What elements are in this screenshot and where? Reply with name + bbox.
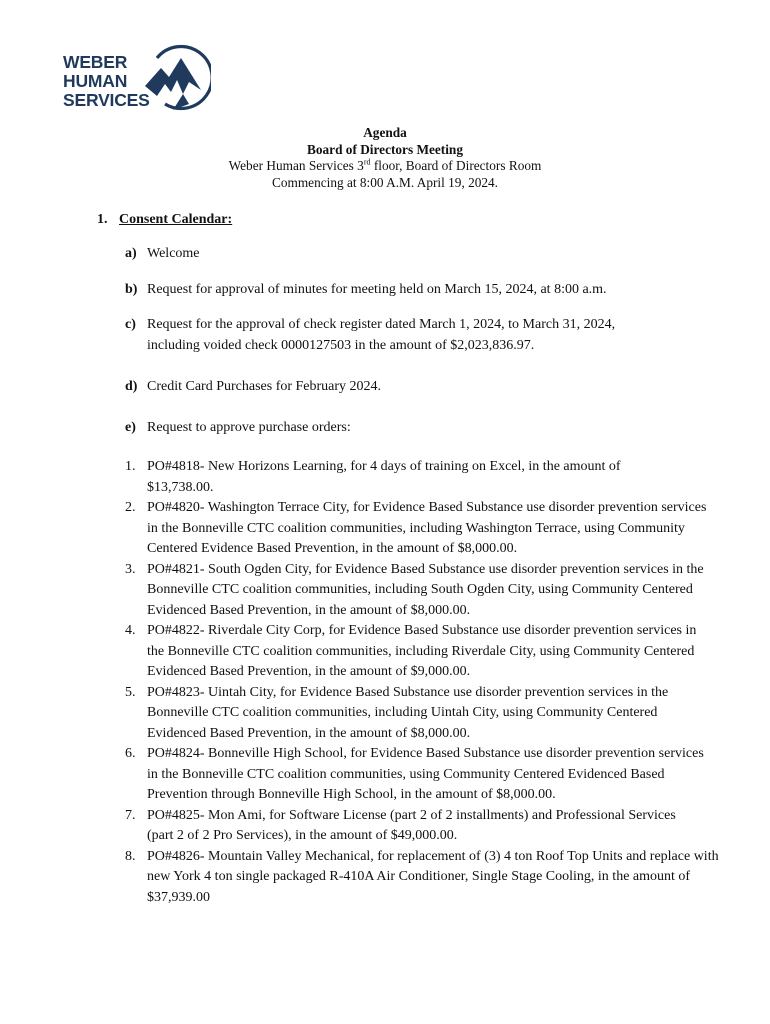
meeting-start: Commencing at 8:00 A.M. April 19, 2024. <box>271 174 499 190</box>
list-number: 6. <box>125 746 136 761</box>
meeting-location <box>0 158 770 175</box>
list-number: 5. <box>125 684 136 700</box>
list-number: 1. <box>125 459 136 474</box>
list-item <box>125 683 715 745</box>
agenda-item-d <box>125 377 725 398</box>
list-item <box>125 621 715 683</box>
mountain-circle-icon <box>143 42 211 112</box>
section-number: 1. <box>97 212 108 227</box>
item-text: Credit Card Purchases for February 2024. <box>147 379 382 394</box>
list-item <box>125 806 697 847</box>
item-text: Welcome <box>147 246 200 261</box>
meeting-title: Board of Directors Meeting <box>307 141 463 157</box>
list-number: 3. <box>125 561 136 577</box>
location-text: Weber Human Services 3 <box>228 158 364 173</box>
agenda-header <box>0 125 770 191</box>
agenda-item-b <box>125 280 725 301</box>
weber-human-services-logo <box>63 42 213 114</box>
list-item <box>125 560 715 622</box>
list-item <box>125 744 715 806</box>
list-text: PO#4826- Mountain Valley Mechanical, for replacement of (3) 4 ton Roof Top Units and replace with new York 4 ton single packaged R-410A Air Conditioner, Single Stage Cooling, in the amount of $37,939.00 <box>147 848 719 905</box>
list-text: PO#4824- Bonneville High School, for Evidence Based Substance use disorder prevention services in the Bonneville CTC coalition communities, using Community Centered Evidenced Based Prevention through Bonneville High School, in the amount of $8,000.00. <box>147 746 704 802</box>
item-text: Request to approve purchase orders: <box>147 420 351 435</box>
purchase-order-list <box>125 457 719 908</box>
item-letter: c) <box>125 317 136 332</box>
list-text: PO#4822- Riverdale City Corp, for Evidence Based Substance use disorder prevention services in the Bonneville CTC coalition communities, including Riverdale City, using Community Centered Evidenced Based Prevention, in the amount of $9,000.00. <box>147 623 697 679</box>
logo-line-3: SERVICES <box>63 90 150 110</box>
agenda-title: Agenda <box>363 125 407 140</box>
list-number: 7. <box>125 807 136 823</box>
list-text: PO#4823- Uintah City, for Evidence Based Substance use disorder prevention services in the Bonneville CTC coalition communities, including Uintah City, using Community Centered Evidenced Based Prevention, in the amount of $8,000.00. <box>147 684 669 741</box>
agenda-item-c <box>125 315 665 356</box>
list-number: 8. <box>125 848 136 864</box>
item-text: Request for approval of minutes for meeting held on March 15, 2024, at 8:00 a.m. <box>147 282 607 297</box>
list-text: PO#4825- Mon Ami, for Software License (part 2 of 2 installments) and Professional Services (part 2 of 2 Pro Services), in the amount of $49,000.00. <box>147 807 676 843</box>
item-letter: a) <box>125 246 137 261</box>
logo-wordmark <box>63 53 150 110</box>
list-text: PO#4818- New Horizons Learning, for 4 days of training on Excel, in the amount of $13,738.00. <box>147 459 621 495</box>
section-heading <box>97 212 232 228</box>
list-item <box>125 457 667 498</box>
item-letter: e) <box>125 420 136 435</box>
location-superscript: rd <box>363 157 371 167</box>
list-item <box>125 847 727 909</box>
location-text-rest: floor, Board of Directors Room <box>370 158 542 173</box>
logo-line-1: WEBER <box>63 52 128 72</box>
list-text: PO#4820- Washington Terrace City, for Evidence Based Substance use disorder prevention services in the Bonneville CTC coalition communities, including Washington Terrace, using Community Centered Evidence Based Prevention, in the amount of $8,000.00. <box>147 500 707 556</box>
item-letter: b) <box>125 282 138 297</box>
agenda-item-a <box>125 244 725 265</box>
list-item <box>125 498 715 560</box>
section-title: Consent Calendar: <box>119 212 233 227</box>
list-number: 2. <box>125 500 136 515</box>
item-letter: d) <box>125 379 138 394</box>
agenda-item-e <box>125 418 725 439</box>
logo-line-2: HUMAN <box>63 71 128 91</box>
list-number: 4. <box>125 623 136 638</box>
item-text: Request for the approval of check register dated March 1, 2024, to March 31, 2024, including voided check 0000127503 in the amount of $2,023,836.97. <box>147 317 616 353</box>
list-text: PO#4821- South Ogden City, for Evidence Based Substance use disorder prevention services in the Bonneville CTC coalition communities, including South Ogden City, using Community Centered Evidenced Based Prevention, in the amount of $8,000.00. <box>147 561 704 618</box>
